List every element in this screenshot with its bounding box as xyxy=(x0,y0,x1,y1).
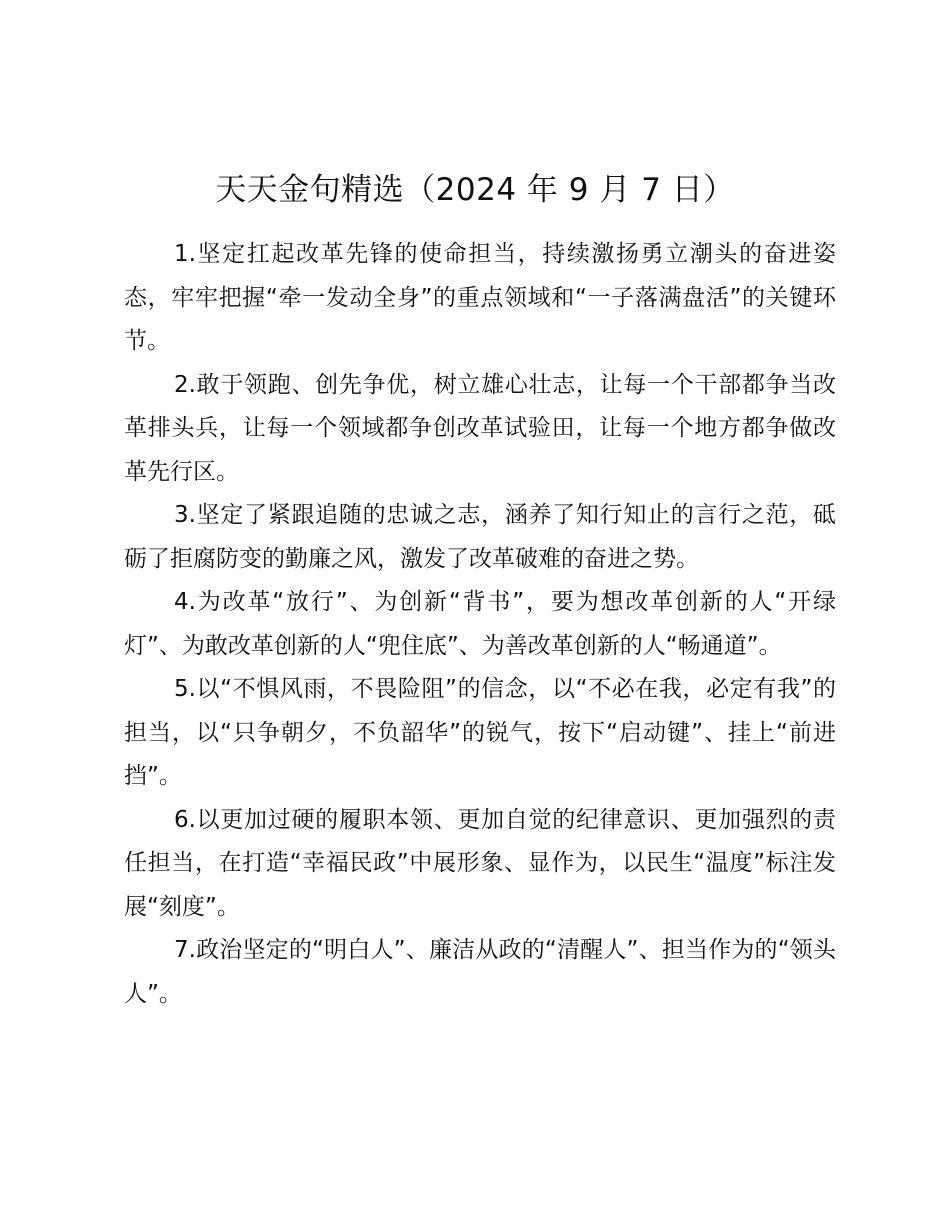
quote-paragraph-1: 1.坚定扛起改革先锋的使命担当，持续激扬勇立潮头的奋进姿态，牢牢把握“牵一发动全身”的重点领域和“一子落满盘活”的关键环节。 xyxy=(124,241,836,354)
document-body xyxy=(124,233,836,1016)
quote-paragraph-7: 7.政治坚定的“明白人”、廉洁从政的“清醒人”、担当作为的“领头人”。 xyxy=(124,937,836,1007)
quote-paragraph-5: 5.以“不惧风雨，不畏险阻”的信念，以“不必在我，必定有我”的担当，以“只争朝夕，不负韶华”的锐气，按下“启动键”、挂上“前进挡”。 xyxy=(124,676,836,789)
document-title: 天天金句精选（2024 年 9 月 7 日） xyxy=(215,172,735,208)
quote-paragraph-4: 4.为改革“放行”、为创新“背书”，要为想改革创新的人“开绿灯”、为敢改革创新的人“兜住底”、为善改革创新的人“畅通道”。 xyxy=(124,589,836,659)
quote-paragraph-6: 6.以更加过硬的履职本领、更加自觉的纪律意识、更加强烈的责任担当，在打造“幸福民政”中展形象、显作为，以民生“温度”标注发展“刻度”。 xyxy=(124,806,836,920)
quote-paragraph-3: 3.坚定了紧跟追随的忠诚之志，涵养了知行知止的言行之范，砥砺了拒腐防变的勤廉之风，激发了改革破难的奋进之势。 xyxy=(124,502,836,572)
quote-paragraph-2: 2.敢于领跑、创先争优，树立雄心壮志，让每一个干部都争当改革排头兵，让每一个领域都争创改革试验田，让每一个地方都争做改革先行区。 xyxy=(124,371,836,485)
